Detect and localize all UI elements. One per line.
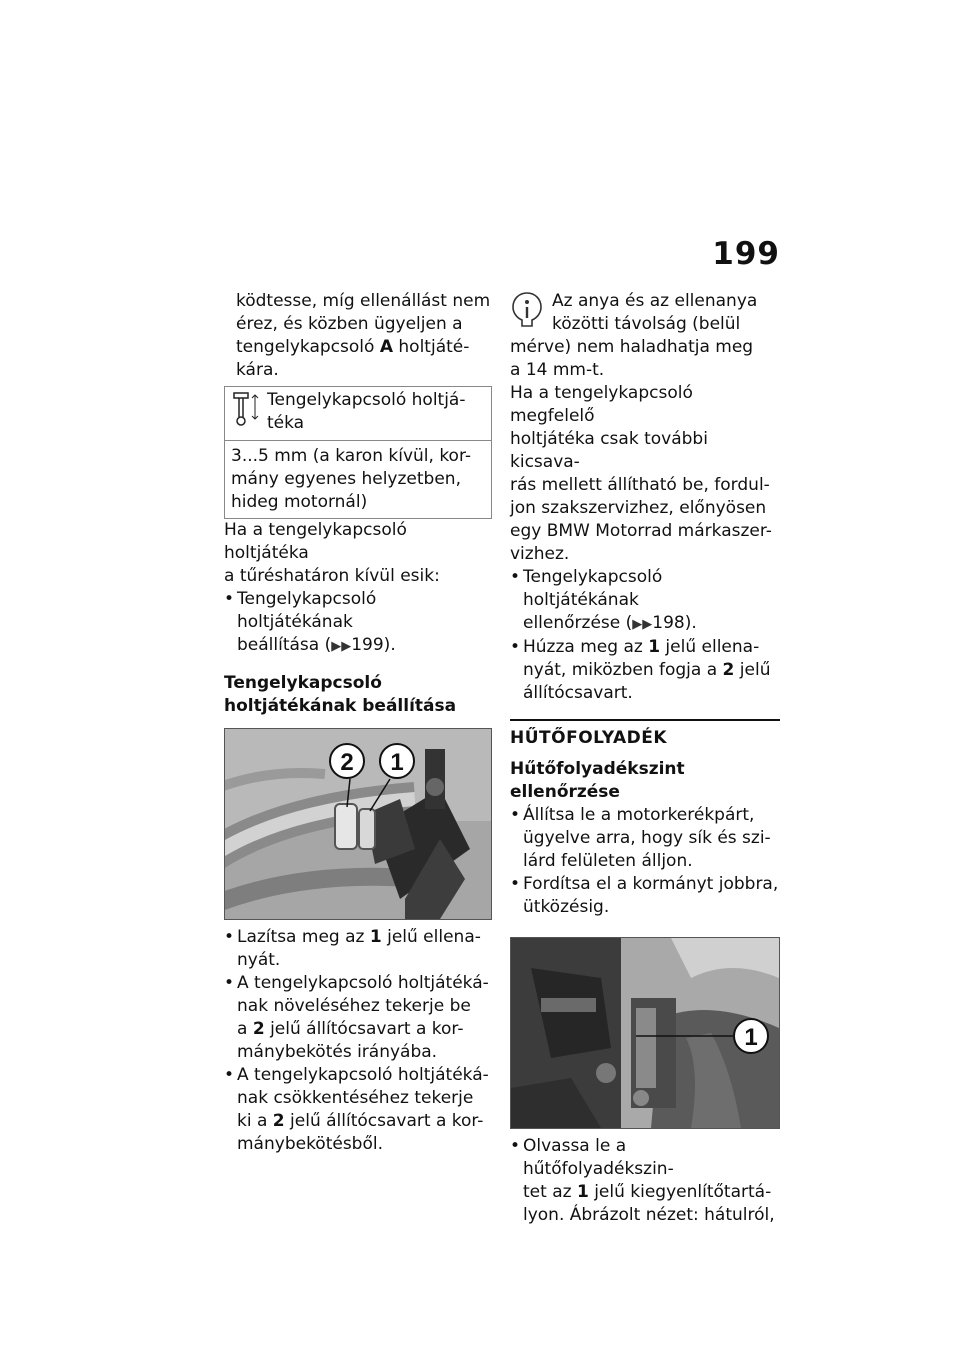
page-reference-arrow-icon: ▶▶ (331, 639, 352, 654)
intro-line: tengelykapcsoló A holtjáté- (236, 337, 470, 357)
info-note: Az anya és az ellenanya közötti távolság (belül mérve) nem haladhatja meg a 14 mm-t. (510, 291, 758, 380)
condition-text: Ha a tengelykapcsoló holtjátéka (224, 520, 407, 563)
left-column (224, 290, 492, 1156)
page-reference-arrow-icon: ▶▶ (632, 617, 653, 632)
callout-1: 1 (390, 749, 404, 776)
spec-table-header (225, 387, 491, 441)
callout-2: 2 (340, 749, 354, 776)
info-icon (510, 290, 544, 337)
right-column (510, 290, 780, 1227)
intro-line: ködtesse, míg ellenállást nem (236, 291, 491, 311)
section-subheading: Hűtőfolyadékszint ellenőrzése (510, 759, 685, 802)
spec-table (224, 386, 492, 519)
paragraph: Ha a tengelykapcsoló megfelelő holtjátéka csak további kicsava- rás mellett állítható be, fordul- jon szakszervizhez, előnyösen egy BMW Motorrad márkaszer- vizhez. (510, 383, 772, 564)
condition-text: a tűréshatáron kívül esik: (224, 566, 440, 586)
list-item: • Tengelykapcsoló holtjátékának beállítása (▶▶199). (224, 588, 492, 658)
list-item: • A tengelykapcsoló holtjátéká- nak csökkentéséhez tekerje ki a 2 jelű állítócsavart a kor- mánybekötésből. (224, 1064, 492, 1156)
list-item: • Állítsa le a motorkerékpárt, ügyelve arra, hogy sík és szi- lárd felületen álljon. (510, 804, 780, 873)
section-subheading: Tengelykapcsoló (224, 673, 382, 693)
list-item: • Fordítsa el a kormányt jobbra, ütközésig. (510, 873, 780, 919)
section-divider (510, 719, 780, 721)
list-item: • Lazítsa meg az 1 jelű ellena- nyát. (224, 926, 492, 972)
spec-value: 3...5 mm (a karon kívül, kor- mány egyenes helyzetben, hideg motornál) (231, 446, 471, 512)
clutch-adjuster-photo (224, 728, 492, 920)
clutch-lever-icon (231, 389, 267, 436)
section-subheading: holtjátékának beállítása (224, 696, 457, 716)
callout-1: 1 (744, 1024, 758, 1051)
intro-line: kára. (236, 360, 279, 380)
list-item: • Húzza meg az 1 jelű ellena- nyát, miközben fogja a 2 jelű állítócsavart. (510, 636, 780, 705)
intro-line: érez, és közben ügyeljen a (236, 314, 463, 334)
page-number: 199 (712, 236, 780, 272)
list-item: • Tengelykapcsoló holtjátékának ellenőrzése (▶▶198). (510, 566, 780, 636)
list-item: • A tengelykapcsoló holtjátéká- nak növeléséhez tekerje be a 2 jelű állítócsavart a kor- mánybekötés irányába. (224, 972, 492, 1064)
list-item: • Olvassa le a hűtőfolyadékszin- tet az 1 jelű kiegyenlítőtartá- lyon. Ábrázolt nézet: hátulról, (510, 1135, 780, 1227)
section-title: HŰTŐFOLYADÉK (510, 728, 668, 748)
coolant-reservoir-photo (510, 937, 780, 1129)
spec-heading: Tengelykapcsoló holtjá- téka (267, 390, 466, 433)
